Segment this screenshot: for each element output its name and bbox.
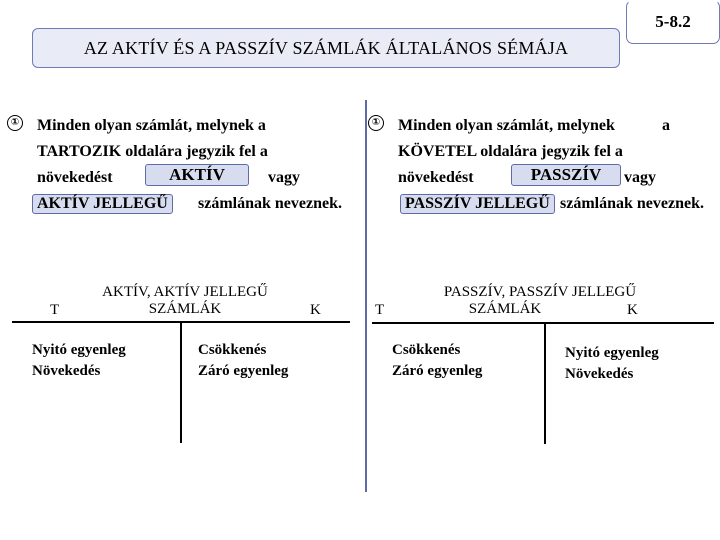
right-account-title-line2: SZÁMLÁK	[468, 301, 542, 317]
left-debit-entry-opening: Nyitó egyenleg	[32, 342, 126, 358]
bullet-icon-left: ①	[7, 115, 23, 131]
left-definition-line3-prefix: növekedést	[37, 169, 113, 186]
right-definition-line3-suffix: vagy	[624, 169, 656, 186]
right-definition-line2: KÖVETEL oldalára jegyzik fel a	[398, 143, 623, 160]
left-debit-entry-increase: Növekedés	[32, 363, 101, 379]
left-account-title-line1: AKTÍV, AKTÍV JELLEGŰ	[102, 284, 268, 300]
right-t-account-horizontal	[372, 322, 714, 324]
left-credit-entry-decrease: Csökkenés	[198, 342, 267, 358]
left-highlight-aktiv-jellegu: AKTÍV JELLEGŰ	[32, 194, 173, 214]
left-definition-line4-suffix: számlának neveznek.	[198, 195, 342, 212]
left-highlight-aktiv: AKTÍV	[145, 164, 249, 186]
column-divider	[365, 100, 367, 492]
right-highlight-passziv-jellegu: PASSZÍV JELLEGŰ	[400, 194, 555, 214]
right-credit-entry-opening: Nyitó egyenleg	[565, 345, 659, 361]
left-t-account-vertical	[180, 321, 182, 443]
left-t-label: T	[50, 302, 60, 318]
left-credit-entry-closing: Záró egyenleg	[198, 363, 289, 379]
right-definition-line3-prefix: növekedést	[398, 169, 474, 186]
slide-number-text: 5-8.2	[655, 12, 691, 31]
page-title	[32, 28, 620, 68]
left-account-title-line2: SZÁMLÁK	[148, 301, 222, 317]
right-debit-entry-closing: Záró egyenleg	[392, 363, 483, 379]
left-definition-line1: Minden olyan számlát, melynek a	[37, 117, 266, 134]
left-definition-line3-suffix: vagy	[268, 169, 300, 186]
right-definition-line1: Minden olyan számlát, melynek	[398, 117, 615, 134]
slide-number	[626, 0, 720, 44]
right-t-account-vertical	[544, 322, 546, 444]
right-t-label: T	[375, 302, 385, 318]
right-credit-entry-increase: Növekedés	[565, 366, 634, 382]
left-k-label: K	[310, 302, 321, 318]
right-k-label: K	[627, 302, 638, 318]
right-definition-line4-suffix: számlának neveznek.	[560, 195, 704, 212]
right-account-title-line1: PASSZÍV, PASSZÍV JELLEGŰ	[443, 284, 637, 300]
right-highlight-passziv: PASSZÍV	[511, 164, 621, 186]
bullet-icon-right: ①	[368, 115, 384, 131]
right-definition-line1-end: a	[662, 117, 670, 134]
right-debit-entry-decrease: Csökkenés	[392, 342, 461, 358]
left-definition-line2: TARTOZIK oldalára jegyzik fel a	[37, 143, 268, 160]
page-title-text: AZ AKTÍV ÉS A PASSZÍV SZÁMLÁK ÁLTALÁNOS SÉMÁJA	[83, 37, 569, 58]
